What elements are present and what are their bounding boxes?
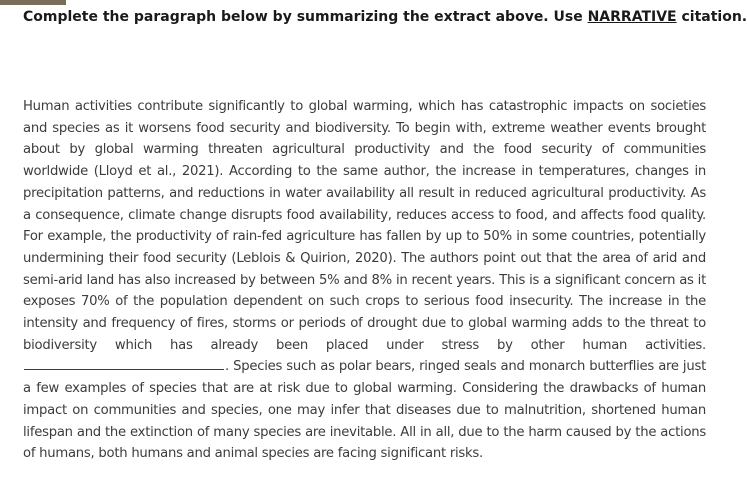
paragraph-part-1: Human activities contribute significantly to global warming, which has catastrophic impacts on societies and species as it worsens food security and biodiversity. To begin with, extreme weather events brought about by global warming threaten agricultural productivity and the food security of communities worldwide (Lloyd et al., 2021). According to the same author, the increase in temperatures, changes in precipitation patterns, and reductions in water availability all result in reduced agricultural productivity. As a consequence, climate change disrupts food availability, reduces access to food, and affects food quality. For example, the productivity of rain-fed agriculture has fallen by up to 50% in some countries, potentially undermining their food security (Leblois & Quirion, 2020). The authors point out that the area of arid and semi-arid land has also increased by between 5% and 8% in recent years. This is a significant concern as it exposes 70% of the population dependent on such crops to serious food insecurity. The increase in the intensity and frequency of fires, storms or periods of drought due to global warming adds to the threat to biodiversity which has already been placed under stress by other human activities. xyxy=(23,99,706,353)
fill-in-blank[interactable] xyxy=(24,357,224,370)
instruction-lead: Complete the paragraph below by summarizing the extract above. Use xyxy=(23,9,588,25)
instruction-text xyxy=(23,6,747,28)
instruction-tail: citation. xyxy=(676,9,747,25)
summary-paragraph xyxy=(23,96,706,465)
top-accent-bar xyxy=(0,0,66,5)
narrative-emphasis: NARRATIVE xyxy=(587,9,677,25)
paragraph-part-2: . Species such as polar bears, ringed seals and monarch butterflies are just a few examples of species that are at risk due to global warming. Considering the drawbacks of human impact on communities and species, one may infer that diseases due to malnutrition, shortened human lifespan and the extinction of many species are inevitable. All in all, due to the harm caused by the actions of humans, both humans and animal species are facing significant risks. xyxy=(23,359,706,462)
